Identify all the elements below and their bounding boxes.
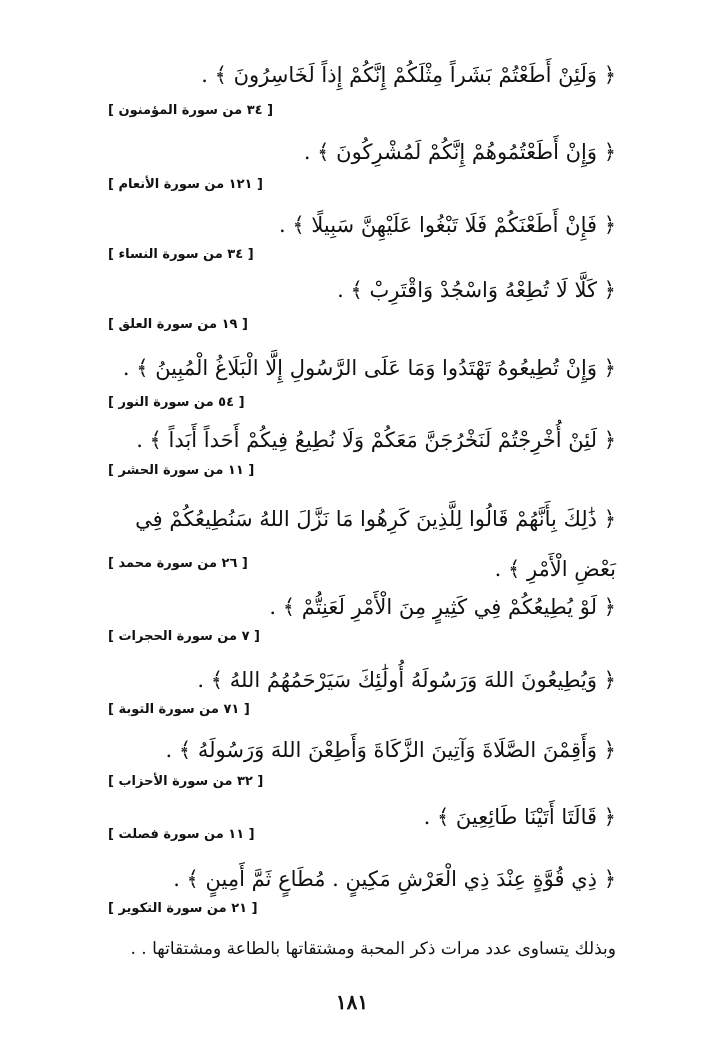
verse-reference: [ ٣٤ من سورة النساء ] <box>108 247 254 262</box>
verse-text: ﴿ كَلَّا لَا تُطِعْهُ وَاسْجُدْ وَاقْتَرِبْ ﴾ . <box>337 278 616 302</box>
verse-reference: [ ٣٢ من سورة الأحزاب ] <box>108 774 264 789</box>
verse-reference: [ ١٢١ من سورة الأنعام ] <box>108 177 263 192</box>
verse-text: ﴿ لَئِنْ أُخْرِجْتُمْ لَنَخْرُجَنَّ مَعَكُمْ وَلَا نُطِيعُ فِيكُمْ أَحَداً أَبَداً ﴾ . <box>136 428 616 452</box>
verse-text: ﴿ ذِي قُوَّةٍ عِنْدَ ذِي الْعَرْشِ مَكِينٍ . مُطَاعٍ ثَمَّ أَمِينٍ ﴾ . <box>173 867 616 891</box>
verse-text: ﴿ وَلَئِنْ أَطَعْتُمْ بَشَراً مِثْلَكُمْ إِنَّكُمْ إِذاً لَخَاسِرُونَ ﴾ . <box>201 63 616 87</box>
verse-reference: [ ٣٤ من سورة المؤمنون ] <box>108 103 274 118</box>
verse-text: ﴿ وَإِنْ تُطِيعُوهُ تَهْتَدُوا وَمَا عَلَى الرَّسُولِ إِلَّا الْبَلَاغُ الْمُبِينُ ﴾ . <box>122 356 616 380</box>
verse-reference: [ ٥٤ من سورة النور ] <box>108 395 245 410</box>
verse-text: ﴿ ذَٰلِكَ بِأَنَّهُمْ قَالُوا لِلَّذِينَ كَرِهُوا مَا نَزَّلَ اللهُ سَنُطِيعُكُمْ فِي بَعْضِ الْأَمْرِ ﴾ . <box>135 507 616 581</box>
verse-reference: [ ٧ من سورة الحجرات ] <box>108 629 260 644</box>
verse-text: ﴿ قَالَتَا أَتَيْنَا طَائِعِينَ ﴾ . <box>423 805 616 829</box>
verse-text: ﴿ لَوْ يُطِيعُكُمْ فِي كَثِيرٍ مِنَ الْأَمْرِ لَعَنِتُّمْ ﴾ . <box>269 595 616 619</box>
closing-paragraph: وبذلك يتساوى عدد مرات ذكر المحبة ومشتقاتها بالطاعة ومشتقاتها . . <box>130 939 616 959</box>
verse-text: ﴿ وَيُطِيعُونَ اللهَ وَرَسُولَهُ أُولَٰئِكَ سَيَرْحَمُهُمُ اللهُ ﴾ . <box>197 668 616 692</box>
verse-reference: [ ١١ من سورة فصلت ] <box>108 827 255 842</box>
verse-reference: [ ٢٦ من سورة محمد ] <box>108 556 248 571</box>
page-number: ١٨١ <box>335 990 369 1014</box>
verse-text: ﴿ وَإِنْ أَطَعْتُمُوهُمْ إِنَّكُمْ لَمُشْرِكُونَ ﴾ . <box>303 140 616 164</box>
verse-reference: [ ٢١ من سورة التكوير ] <box>108 901 258 916</box>
verse-reference: [ ١٩ من سورة العلق ] <box>108 317 248 332</box>
verse-text: ﴿ فَإِنْ أَطَعْنَكُمْ فَلَا تَبْغُوا عَلَيْهِنَّ سَبِيلًا ﴾ . <box>279 213 616 237</box>
verse-reference: [ ٧١ من سورة التوبة ] <box>108 702 250 717</box>
verse-text: ﴿ وَأَقِمْنَ الصَّلَاةَ وَآتِينَ الزَّكَاةَ وَأَطِعْنَ اللهَ وَرَسُولَهُ ﴾ . <box>165 738 616 762</box>
verse-reference: [ ١١ من سورة الحشر ] <box>108 463 255 478</box>
